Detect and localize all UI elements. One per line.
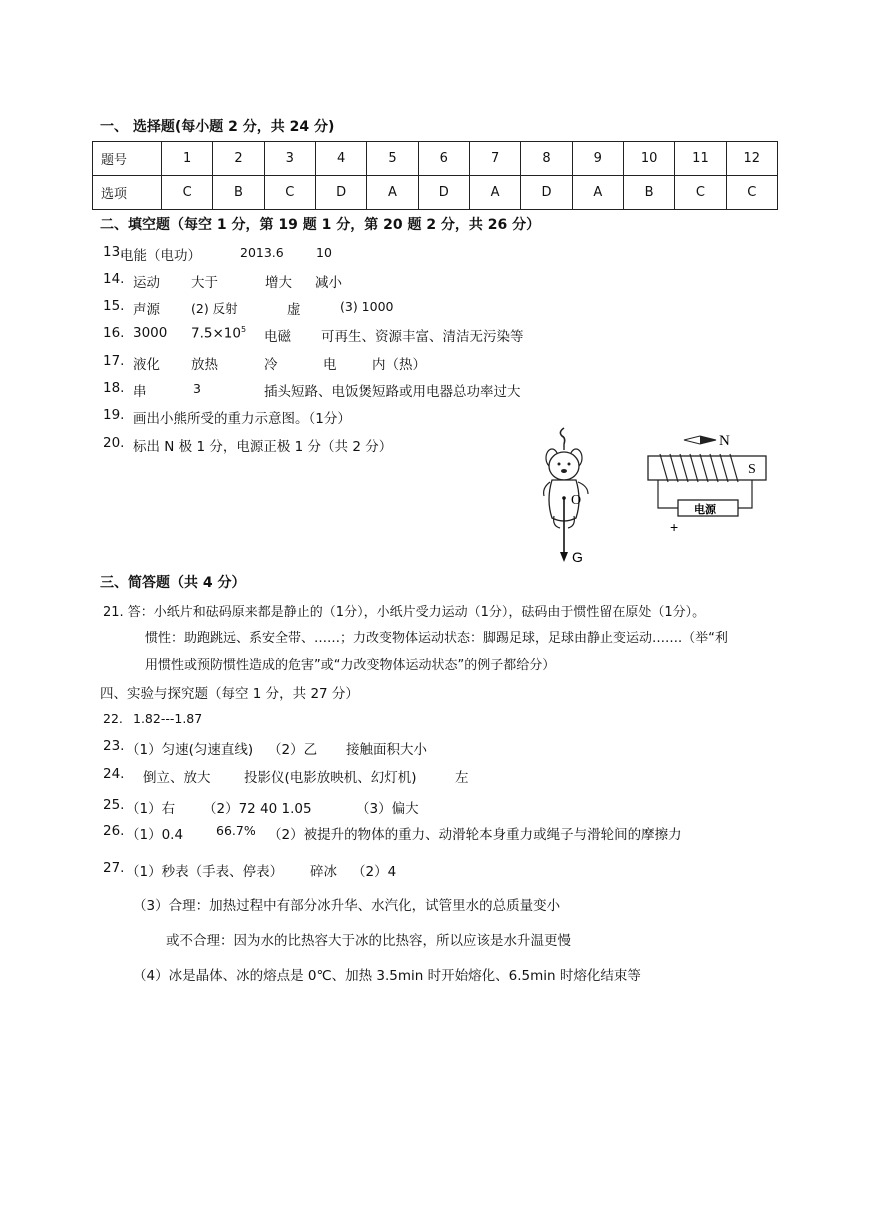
table-cell: 9	[572, 142, 623, 176]
section2-title: 二、填空题（每空 1 分，第 19 题 1 分，第 20 题 2 分，共 26 分）	[100, 217, 541, 233]
q27-num: 27.	[103, 860, 125, 876]
q27-part4: （4）冰是晶体、冰的熔点是 0℃、加热 3.5min 时开始熔化、6.5min 时熔化结束等	[133, 968, 641, 984]
table-cell: B	[623, 176, 674, 210]
table-cell: 2	[213, 142, 264, 176]
q23-b: （2）乙	[268, 742, 318, 758]
q15-c: 虚	[287, 302, 301, 318]
q16-a: 3000	[133, 325, 168, 341]
compass-needle-dark-half	[700, 436, 716, 444]
q25-num: 25.	[103, 797, 125, 813]
q19-text: 画出小熊所受的重力示意图。（1分）	[133, 411, 351, 427]
table-cell: C	[726, 176, 777, 210]
q17-e: 内（热）	[372, 357, 426, 373]
q23-num: 23.	[103, 738, 125, 754]
q23-c: 接触面积大小	[346, 742, 427, 758]
q16-b	[191, 325, 246, 342]
table-cell: D	[315, 176, 366, 210]
q17-num: 17.	[103, 353, 125, 369]
row-label-numbers: 题号	[93, 142, 162, 176]
q16-b-base: 7.5×10	[191, 325, 241, 342]
q27-b: 碎冰	[310, 864, 337, 880]
bear-head	[549, 452, 579, 480]
q14-c: 增大	[265, 275, 292, 291]
q18-a: 串	[133, 384, 147, 400]
table-cell: D	[521, 176, 572, 210]
answer-table	[92, 141, 778, 210]
q27-c: （2）4	[352, 864, 397, 880]
q26-c: （2）被提升的物体的重力、动滑轮本身重力或绳子与滑轮间的摩擦力	[268, 827, 682, 843]
q22-num: 22.	[103, 711, 123, 726]
table-cell: 6	[418, 142, 469, 176]
q24-c: 左	[455, 770, 469, 786]
q27-part3-alt: 或不合理：因为水的比热容大于冰的比热容，所以应该是水升温更慢	[166, 933, 571, 949]
q21-line3: 用惯性或预防惯性造成的危害”或“力改变物体运动状态”的例子都给分）	[145, 658, 556, 673]
q25-b: （2）72 40 1.05	[203, 801, 312, 817]
bear-eye-left	[558, 463, 561, 466]
table-cell: 3	[264, 142, 315, 176]
q27-a: （1）秒表（手表、停表）	[126, 864, 284, 880]
table-cell: C	[162, 176, 213, 210]
gravity-arrowhead-icon	[560, 552, 568, 562]
table-cell: A	[572, 176, 623, 210]
q17-a: 液化	[133, 357, 160, 373]
bear-point-label: O	[571, 493, 582, 508]
q24-a: 倒立、放大	[143, 770, 211, 786]
center-of-gravity-point	[562, 496, 566, 500]
row-label-answers: 选项	[93, 176, 162, 210]
table-cell: 11	[675, 142, 726, 176]
q26-num: 26.	[103, 823, 125, 839]
table-cell: 12	[726, 142, 777, 176]
north-label: N	[719, 433, 730, 449]
q22-a: 1.82---1.87	[133, 711, 203, 726]
q17-b: 放热	[191, 357, 218, 373]
table-cell: C	[675, 176, 726, 210]
table-cell: D	[418, 176, 469, 210]
q25-a: （1）右	[126, 801, 176, 817]
table-cell: 7	[469, 142, 520, 176]
q20-text: 标出 N 极 1 分，电源正极 1 分（共 2 分）	[133, 439, 393, 455]
q15-b: (2) 反射	[191, 301, 238, 316]
q17-c: 冷	[264, 357, 278, 373]
table-cell: A	[367, 176, 418, 210]
q16-num: 16.	[103, 325, 125, 341]
q27-part3: （3）合理：加热过程中有部分冰升华、水汽化，试管里水的总质量变小	[133, 898, 561, 914]
q16-b-exp: 5	[240, 325, 247, 334]
q13-num: 13.	[103, 244, 125, 260]
q14-b: 大于	[191, 275, 218, 291]
q24-b: 投影仪(电影放映机、幻灯机)	[244, 770, 417, 786]
q16-d: 可再生、资源丰富、清洁无污染等	[321, 329, 524, 345]
q13-c: 10	[316, 245, 332, 260]
table-cell: 4	[315, 142, 366, 176]
table-cell: 8	[521, 142, 572, 176]
q15-a: 声源	[133, 302, 160, 318]
hook-icon	[560, 428, 564, 444]
q15-num: 15.	[103, 298, 125, 314]
q15-d: (3) 1000	[340, 299, 394, 314]
section4-title: 四、实验与探究题（每空 1 分，共 27 分）	[100, 686, 359, 702]
q17-d: 电	[323, 357, 337, 373]
q24-num: 24.	[103, 766, 125, 782]
q25-c: （3）偏大	[356, 801, 419, 817]
section1-title: 一、 选择题(每小题 2 分，共 24 分)	[100, 119, 335, 135]
q14-num: 14.	[103, 271, 125, 287]
gravity-label: G	[572, 549, 583, 565]
table-cell: C	[264, 176, 315, 210]
q18-num: 18.	[103, 380, 125, 396]
table-cell: A	[469, 176, 520, 210]
bear-nose	[561, 469, 567, 473]
q13-b: 2013.6	[240, 245, 284, 260]
bear-gravity-figure	[530, 424, 600, 570]
table-cell: 5	[367, 142, 418, 176]
q21-line2: 惯性：助跑跳远、系安全带、……；力改变物体运动状态：脚踢足球，足球由静止变运动…….（举“利	[145, 631, 728, 646]
table-cell: B	[213, 176, 264, 210]
battery-label: 电源	[694, 503, 716, 516]
q16-c: 电磁	[264, 329, 291, 345]
q14-a: 运动	[133, 275, 160, 291]
bear-eye-right	[568, 463, 571, 466]
q23-a: （1）匀速(匀速直线)	[126, 742, 254, 758]
q20-num: 20.	[103, 435, 125, 451]
q14-d: 减小	[315, 275, 342, 291]
table-cell: 10	[623, 142, 674, 176]
plus-label: +	[670, 519, 679, 535]
section3-title: 三、简答题（共 4 分）	[100, 575, 246, 591]
table-row-numbers	[93, 142, 778, 176]
q18-c: 插头短路、电饭煲短路或用电器总功率过大	[264, 384, 521, 400]
electromagnet-figure	[640, 428, 775, 536]
south-label: S	[748, 462, 756, 477]
q18-b: 3	[193, 381, 201, 396]
table-row-answers	[93, 176, 778, 210]
q26-b: 66.7%	[216, 823, 256, 838]
table-cell: 1	[162, 142, 213, 176]
q26-a: （1）0.4	[126, 827, 184, 843]
q21-line1: 21. 答：小纸片和砝码原来都是静止的（1分），小纸片受力运动（1分），砝码由于惯性留在原处（1分）。	[103, 605, 706, 620]
q19-num: 19.	[103, 407, 125, 423]
q13-a: 电能（电功）	[120, 248, 201, 264]
